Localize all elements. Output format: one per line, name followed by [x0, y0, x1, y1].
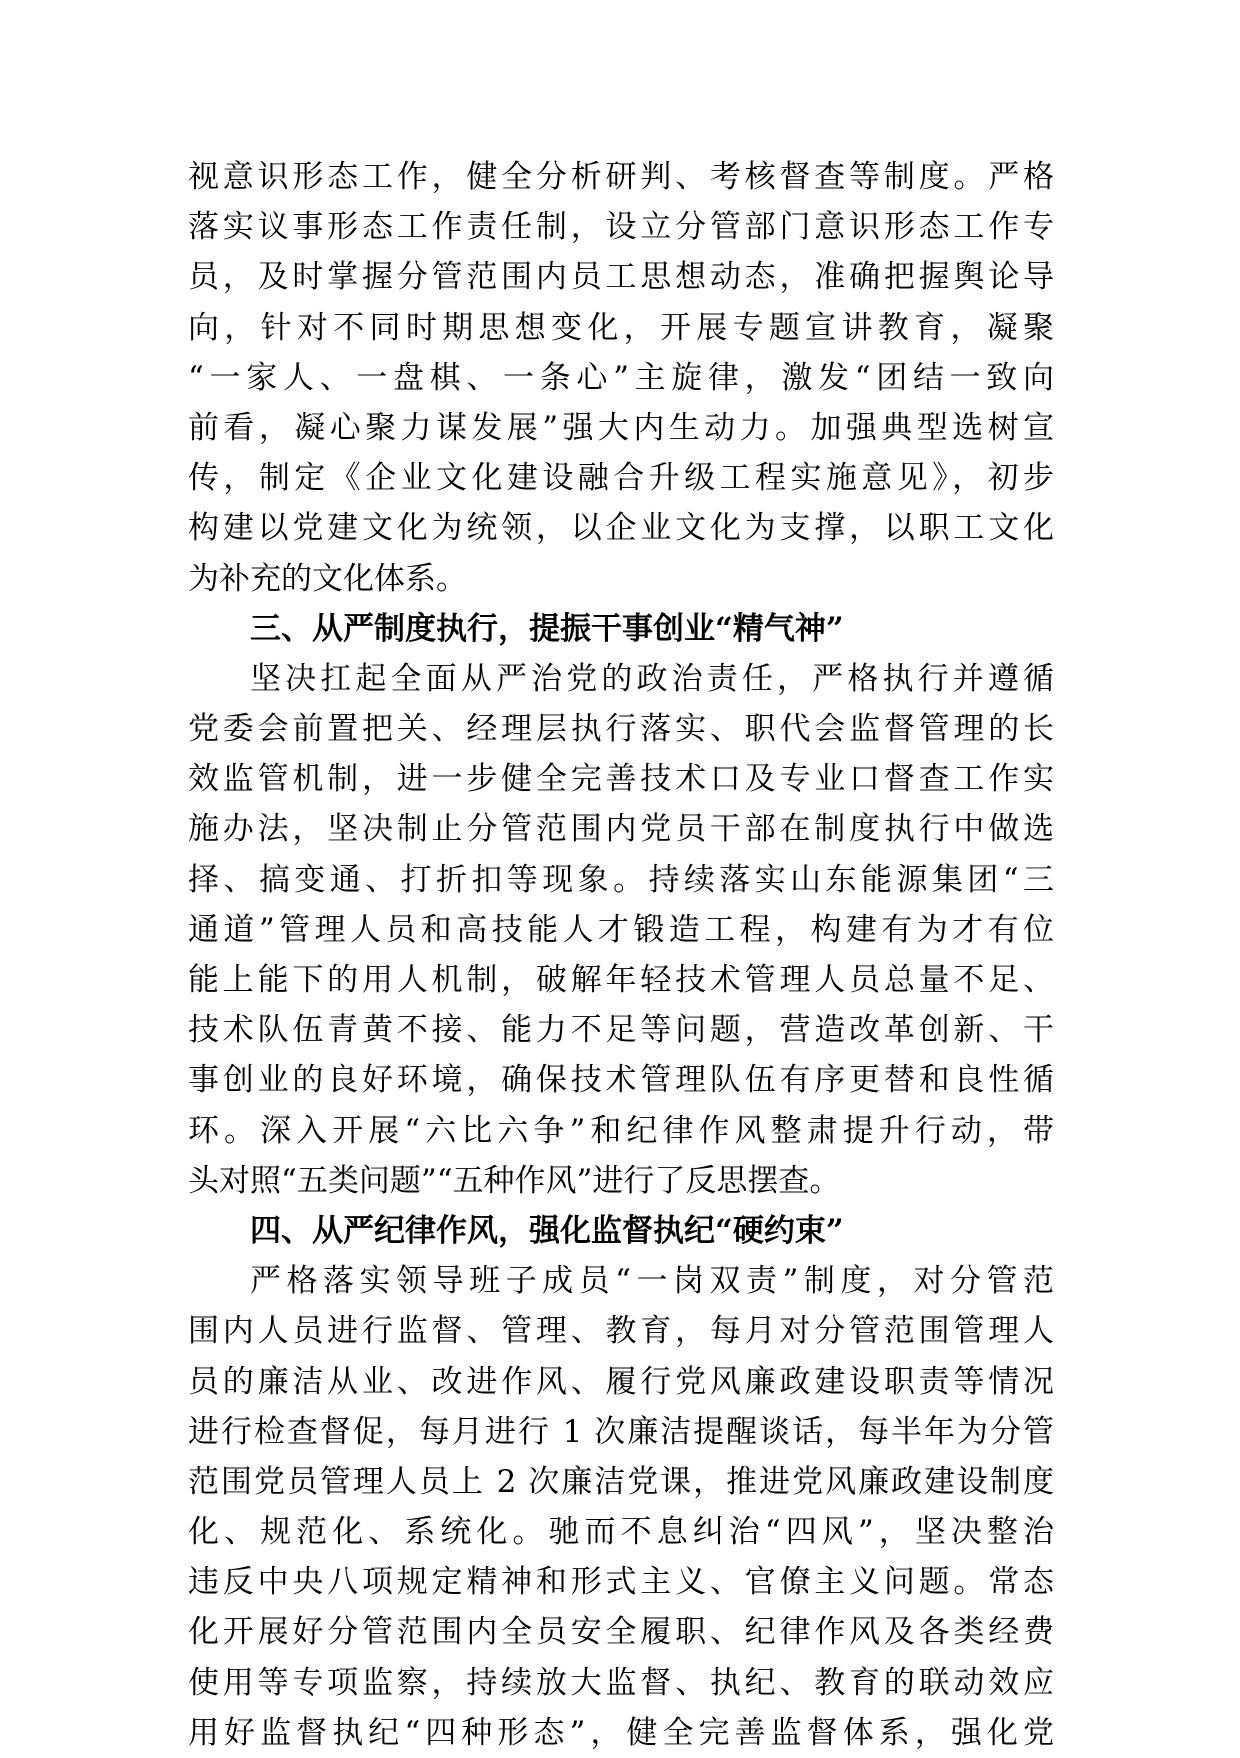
text-line: “一家人、一盘棋、一条心”主旋律，激发“团结一致向 [188, 359, 1054, 396]
text-line: 使用等专项监察，持续放大监督、执纪、教育的联动效应 [188, 1664, 1054, 1701]
text-line: 前看，凝心聚力谋发展”强大内生动力。加强典型选树宣 [188, 409, 1054, 446]
text-line: 员的廉洁从业、改进作风、履行党风廉政建设职责等情况 [188, 1363, 1054, 1400]
text-line: 择、搞变通、打折扣等现象。持续落实山东能源集团“三 [188, 861, 1054, 898]
text-line: 头对照“五类问题”“五种作风”进行了反思摆查。 [188, 1162, 841, 1199]
document-body [188, 152, 1054, 1758]
paragraph-first-line: 严格落实领导班子成员“一岗双责”制度，对分管范 [250, 1263, 1054, 1300]
text-line: 视意识形态工作，健全分析研判、考核督查等制度。严格 [188, 159, 1054, 195]
section-heading: 三、从严制度执行，提振干事创业“精气神” [250, 610, 844, 647]
text-line: 施办法，坚决制止分管范围内党员干部在制度执行中做选 [188, 811, 1054, 848]
text-line: 为补充的文化体系。 [188, 560, 467, 597]
text-line: 技术队伍青黄不接、能力不足等问题，营造改革创新、干 [188, 1012, 1054, 1049]
text-line: 化开展好分管范围内全员安全履职、纪律作风及各类经费 [188, 1614, 1054, 1651]
text-line: 向，针对不同时期思想变化，开展专题宣讲教育，凝聚 [188, 309, 1054, 346]
text-line: 通道”管理人员和高技能人才锻造工程，构建有为才有位 [188, 911, 1054, 948]
text-line: 进行检查督促，每月进行 1 次廉洁提醒谈话，每半年为分管 [188, 1413, 1054, 1450]
text-line: 化、规范化、系统化。驰而不息纠治“四风”，坚决整治 [188, 1514, 1054, 1551]
text-line: 员，及时掌握分管范围内员工思想动态，准确把握舆论导 [188, 259, 1054, 296]
text-line: 传，制定《企业文化建设融合升级工程实施意见》，初步 [188, 460, 1054, 497]
text-line: 效监管机制，进一步健全完善技术口及专业口督查工作实 [188, 761, 1054, 798]
text-line: 围内人员进行监督、管理、教育，每月对分管范围管理人 [188, 1313, 1054, 1350]
paragraph-first-line: 坚决扛起全面从严治党的政治责任，严格执行并遵循 [250, 660, 1054, 697]
text-line: 违反中央八项规定精神和形式主义、官僚主义问题。常态 [188, 1564, 1054, 1601]
text-line: 能上能下的用人机制，破解年轻技术管理人员总量不足、 [188, 962, 1054, 998]
text-line: 构建以党建文化为统领，以企业文化为支撑，以职工文化 [188, 510, 1054, 547]
text-line: 范围党员管理人员上 2 次廉洁党课，推进党风廉政建设制度 [188, 1463, 1054, 1500]
text-line: 用好监督执纪“四种形态”，健全完善监督体系，强化党 [188, 1714, 1054, 1751]
text-line: 环。深入开展“六比六争”和纪律作风整肃提升行动，带 [188, 1112, 1054, 1149]
section-heading: 四、从严纪律作风，强化监督执纪“硬约束” [250, 1212, 844, 1249]
text-line: 事创业的良好环境，确保技术管理队伍有序更替和良性循 [188, 1062, 1054, 1099]
text-line: 党委会前置把关、经理层执行落实、职代会监督管理的长 [188, 711, 1054, 748]
text-line: 落实议事形态工作责任制，设立分管部门意识形态工作专 [188, 209, 1054, 246]
